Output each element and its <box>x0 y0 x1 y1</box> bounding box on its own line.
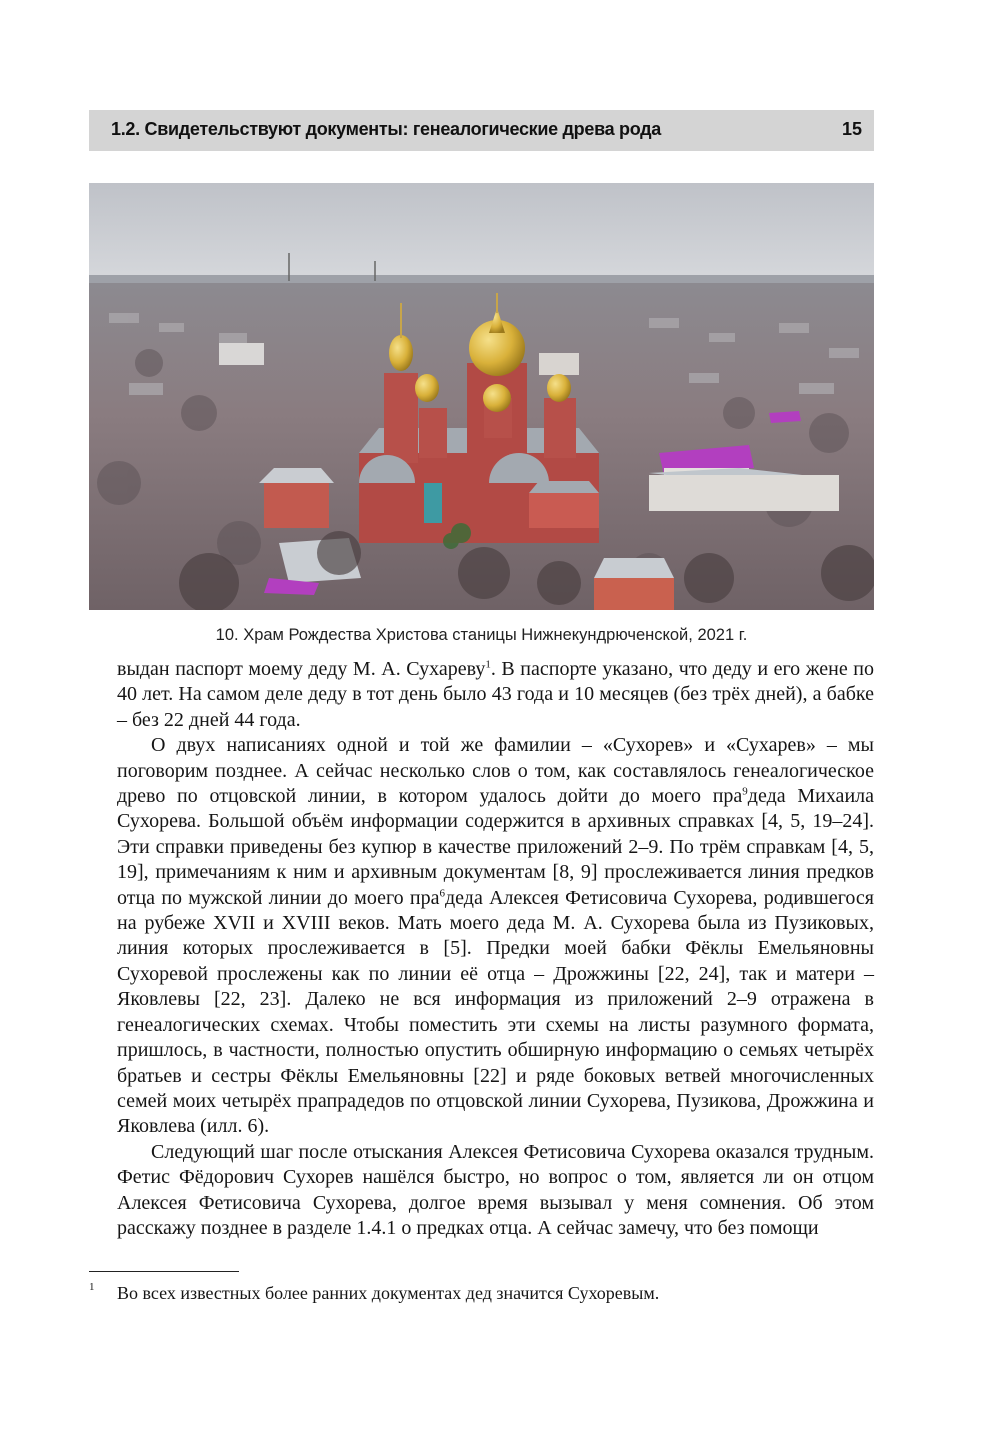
figure-caption: 10. Храм Рождества Христова станицы Нижнекундрюченской, 2021 г. <box>215 626 748 644</box>
text-run: О двух написаниях одной и той же фамилии – «Сухорев» и «Сухарев» – мы поговорим позднее. А сейчас несколько слов о том, как составлялось генеалогическое древо по отцовской линии, в котором удалось дойти до моего пра <box>117 734 874 808</box>
paragraph: Следующий шаг после отыскания Алексея Фетисовича Сухорева оказался трудным. Фетис Фёдорович Сухорев нашёлся быстро, но вопрос о том, является ли он отцом Алексея Фетисовича Сухорева, долгое время вызывал у меня сомнения. Об этом расскажу позднее в разделе 1.4.1 о предках отца. А сейчас замечу, что без помощи <box>117 1140 874 1239</box>
text-run: . В паспорте указано, что деду и его жене по 40 лет. На самом деле деду в тот день было 43 года и 10 месяцев (без трёх дней), а бабке – без 22 дней 44 года. <box>117 658 874 731</box>
paragraph <box>117 657 874 733</box>
footnote-number: 1 <box>89 1281 95 1293</box>
paragraph <box>117 733 874 1140</box>
text-run: выдан паспорт моему деду М. А. Сухареву <box>117 658 486 680</box>
superscript: 9 <box>742 785 748 798</box>
section-title: 1.2. Свидетельствуют документы: генеалогические древа рода <box>111 119 661 139</box>
body-text <box>117 657 874 1241</box>
text-run: деда Михаила Сухорева. Большой объём информации содержится в архивных справках [4, 5, 19–24]. Эти справки приведены без купюр в качестве приложений 2–9. По трём справкам [4, 5, 19], примечаниям к ним и архивным документам [8, 9] прослеживается линия предков отца по мужской линии до моего пра <box>117 785 874 909</box>
page-number: 15 <box>841 119 862 139</box>
text-run: деда Алексея Фетисовича Сухорева, родившегося на рубеже XVII и XVIII веков. Мать моего деда М. А. Сухорева была из Пузиковых, линия которых прослеживается в [5]. Предки моей бабки Фёклы Емельяновны Сухоревой прослежены как по линии её отца – Дрожжины [22, 24], так и матери – Яковлевы [22, 23]. Далеко не вся информация из приложений 2–9 отражена в генеалогических схемах. Чтобы поместить эти схемы на листы разумного формата, пришлось, в частности, полностью опустить обширную информацию о семьях четырёх братьев и сестры Фёклы Емельяновны [22] и ряде боковых ветвей многочисленных семей моих четырёх прапрадедов по отцовской линии Сухорева, Пузикова, Дрожжина и Яковлева (илл. 6). <box>117 886 874 1138</box>
footnote-text: Во всех известных более ранних документах дед значится Сухоревым. <box>117 1283 660 1303</box>
church-photo <box>89 183 874 610</box>
superscript: 6 <box>439 887 445 899</box>
footnote-ref: 1 <box>485 658 491 671</box>
footnote-rule <box>89 1271 239 1272</box>
running-header <box>89 110 874 151</box>
